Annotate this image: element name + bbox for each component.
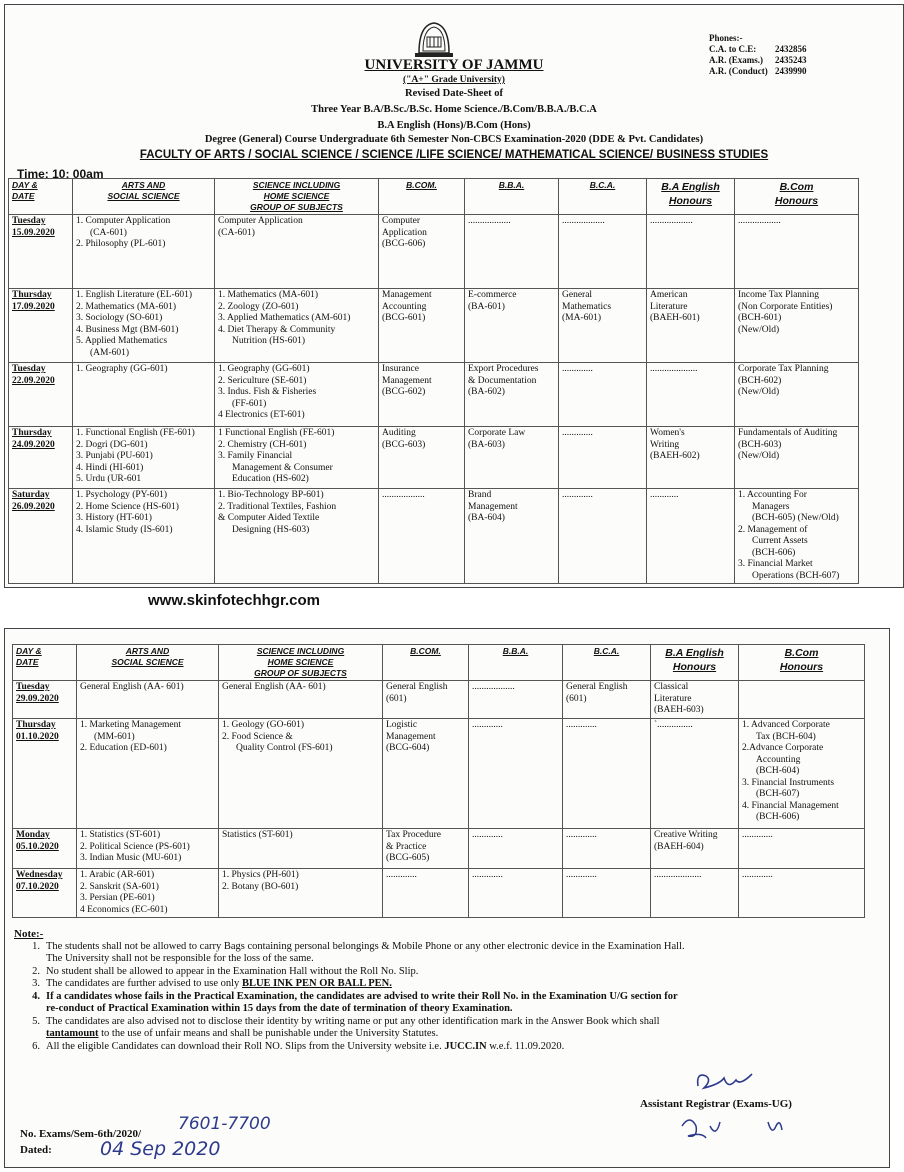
bba-cell: E-commerce (BA-601) [465,289,559,363]
bca-cell: ............. [563,869,651,918]
science-cell: 1. Bio-Technology BP-601) 2. Traditional Textiles, Fashion & Computer Aided Textile Designing (HS-603) [215,489,379,584]
ba-english-cell: Women's Writing (BAEH-602) [647,427,735,489]
col-date: DAY & DATE [13,645,77,681]
col-bca: B.C.A. [559,179,647,215]
bba-cell: .................. [469,681,563,719]
table-row [9,215,859,289]
faculty-line: FACULTY OF ARTS / SOCIAL SCIENCE / SCIENCE /LIFE SCIENCE/ MATHEMATICAL SCIENCE/ BUSINESS STUDIES [139,149,769,161]
date-sheet-table-1 [8,178,859,584]
science-cell: 1. Geography (GG-601) 2. Sericulture (SE-601) 3. Indus. Fish & Fisheries (FF-601) 4 Electronics (ET-601) [215,363,379,427]
col-bba: B.B.A. [465,179,559,215]
col-arts: ARTS AND SOCIAL SCIENCE [77,645,219,681]
bcom-cell: ............. [383,869,469,918]
table-row [13,869,865,918]
bcom-cell: .................. [379,489,465,584]
science-cell: 1. Mathematics (MA-601) 2. Zoology (ZO-601) 3. Applied Mathematics (AM-601) 4. Diet Therapy & Community Nutrition (HS-601) [215,289,379,363]
col-ba-english-honours: B.A English Honours [647,179,735,215]
bca-cell: ............. [559,489,647,584]
university-grade: ("A+" Grade University) [403,75,505,85]
exam-time: Time: 10: 00am [17,167,104,181]
bcom-cell: Computer Application (BCG-606) [379,215,465,289]
date-cell: Monday 05.10.2020 [13,829,77,869]
notes-heading: Note:- [14,928,44,940]
phone-row: A.R. (Exams.) 2435243 [709,55,807,65]
date-cell: Saturday 26.09.2020 [9,489,73,584]
note-item: 2. No student shall be allowed to appear in the Examination Hall without the Roll No. Slip. [32,965,419,977]
bcom-cell: Logistic Management (BCG-604) [383,719,469,829]
arts-cell: 1. Computer Application (CA-601) 2. Philosophy (PL-601) [73,215,215,289]
science-cell: Computer Application (CA-601) [215,215,379,289]
table-header-row [13,645,865,681]
bca-cell: ............. [563,719,651,829]
ba-english-cell: .................. [647,215,735,289]
university-emblem-icon [411,19,457,59]
bcom-cell: Management Accounting (BCG-601) [379,289,465,363]
reference-number: No. Exams/Sem-6th/2020/ [20,1128,141,1140]
date-cell: Wednesday 07.10.2020 [13,869,77,918]
university-name: UNIVERSITY OF JAMMU [364,57,544,73]
arts-cell: 1. Marketing Management (MM-601) 2. Education (ED-601) [77,719,219,829]
ba-english-cell: Classical Literature (BAEH-603) [651,681,739,719]
dated-label: Dated: [20,1144,52,1156]
bcom-honours-cell: Fundamentals of Auditing (BCH-603) (New/Old) [735,427,859,489]
table-row [9,489,859,584]
ba-english-cell: .................... [647,363,735,427]
table-row [9,363,859,427]
col-bcom: B.COM. [383,645,469,681]
note-item: 6. All the eligible Candidates can download their Roll NO. Slips from the University website i.e. JUCC.IN w.e.f. 11.09.2020. [32,1040,565,1052]
ba-english-cell: .................... [651,869,739,918]
bcom-honours-cell: ............. [739,829,865,869]
bca-cell: ............. [559,427,647,489]
science-cell: General English (AA- 601) [219,681,383,719]
col-bca: B.C.A. [563,645,651,681]
date-cell: Thursday 01.10.2020 [13,719,77,829]
arts-cell: 1. Arabic (AR-601) 2. Sanskrit (SA-601) 3. Persian (PE-601) 4 Economics (EC-601) [77,869,219,918]
notes-section [14,928,880,1053]
bba-cell: Export Procedures & Documentation (BA-602) [465,363,559,427]
note-item: 4. If a candidates whose fails in the Practical Examination, the candidates are advised to write their Roll No. in the Examination U/G section for re-conduct of Practical Examination within 15 days from the date of termination of theory Examination. [32,990,678,1014]
table-row [13,829,865,869]
website-watermark: www.skinfotechhgr.com [148,592,320,609]
bca-cell: .................. [559,215,647,289]
col-bcom-honours: B.Com Honours [735,179,859,215]
signature-mark [690,1066,770,1096]
bcom-honours-cell: Income Tax Planning (Non Corporate Entities) (BCH-601) (New/Old) [735,289,859,363]
programs-line: Three Year B.A/B.Sc./B.Sc. Home Science./B.Com/B.B.A./B.C.A [311,104,597,115]
arts-cell: 1. English Literature (EL-601) 2. Mathematics (MA-601) 3. Sociology (SO-601) 4. Business Mgt (BM-601) 5. Applied Mathematics (AM-601) [73,289,215,363]
table-row [13,719,865,829]
bcom-honours-cell: 1. Advanced Corporate Tax (BCH-604) 2.Advance Corporate Accounting (BCH-604) 3. Financial Instruments (BCH-607) 4. Financial Management (BCH-606) [739,719,865,829]
bca-cell: General English (601) [563,681,651,719]
note-item: 1. The students shall not be allowed to carry Bags containing personal belongings & Mobile Phone or any other electronic device in the Examination Hall. The University shall not be responsible for the loss of the same. [32,940,685,964]
bcom-cell: Insurance Management (BCG-602) [379,363,465,427]
note-item: 3. The candidates are further advised to use only BLUE INK PEN OR BALL PEN. [32,978,392,989]
assistant-registrar-label: Assistant Registrar (Exams-UG) [640,1098,792,1110]
col-bcom-honours: B.Com Honours [739,645,865,681]
table-row [9,289,859,363]
phone-row: A.R. (Conduct) 2439990 [709,66,807,76]
reference-handwritten: 7601-7700 [178,1114,271,1134]
bcom-cell: General English (601) [383,681,469,719]
date-sheet-table-2 [12,644,865,918]
col-science: SCIENCE INCLUDING HOME SCIENCE GROUP OF SUBJECTS [219,645,383,681]
arts-cell: 1. Functional English (FE-601) 2. Dogri (DG-601) 3. Punjabi (PU-601) 4. Hindi (HI-601) 5. Urdu (UR-601 [73,427,215,489]
col-bba: B.B.A. [469,645,563,681]
science-cell: 1 Functional English (FE-601) 2. Chemistry (CH-601) 3. Family Financial Management & Consumer Education (HS-602) [215,427,379,489]
arts-cell: 1. Geography (GG-601) [73,363,215,427]
table-header-row [9,179,859,215]
bcom-honours-cell: ............. [739,869,865,918]
bcom-honours-cell [739,681,865,719]
degree-line: Degree (General) Course Undergraduate 6th Semester Non-CBCS Examination-2020 (DDE & Pvt. Candidates) [204,134,704,145]
col-ba-english-honours: B.A English Honours [651,645,739,681]
bcom-honours-cell: .................. [735,215,859,289]
honours-line: B.A English (Hons)/B.Com (Hons) [377,120,531,131]
ba-english-cell: Creative Writing (BAEH-604) [651,829,739,869]
ba-english-cell: `............... [651,719,739,829]
date-cell: Tuesday 22.09.2020 [9,363,73,427]
date-cell: Thursday 17.09.2020 [9,289,73,363]
note-item: 5. The candidates are also advised not to disclose their identity by writing name or put any other identification mark in the Answer Book which shall tantamount to the use of unfair means and shall be punishable under the University Statutes. [32,1015,660,1039]
date-cell: Thursday 24.09.2020 [9,427,73,489]
bba-cell: Brand Management (BA-604) [465,489,559,584]
date-cell: Tuesday 15.09.2020 [9,215,73,289]
science-cell: 1. Geology (GO-601) 2. Food Science & Quality Control (FS-601) [219,719,383,829]
ba-english-cell: American Literature (BAEH-601) [647,289,735,363]
bba-cell: .................. [465,215,559,289]
document-heading: Revised Date-Sheet of [405,88,503,99]
col-date: DAY & DATE [9,179,73,215]
science-cell: 1. Physics (PH-601) 2. Botany (BO-601) [219,869,383,918]
table-row [13,681,865,719]
bca-cell: ............. [559,363,647,427]
bba-cell: ............. [469,869,563,918]
col-science: SCIENCE INCLUDING HOME SCIENCE GROUP OF SUBJECTS [215,179,379,215]
phones-title: Phones:- [709,33,743,43]
bba-cell: ............. [469,719,563,829]
bcom-cell: Auditing (BCG-603) [379,427,465,489]
arts-cell: 1. Statistics (ST-601) 2. Political Science (PS-601) 3. Indian Music (MU-601) [77,829,219,869]
arts-cell: 1. Psychology (PY-601) 2. Home Science (HS-601) 3. History (HT-601) 4. Islamic Study (IS-601) [73,489,215,584]
table-row [9,427,859,489]
science-cell: Statistics (ST-601) [219,829,383,869]
bba-cell: ............. [469,829,563,869]
dated-handwritten: 04 Sep 2020 [100,1138,221,1160]
bcom-cell: Tax Procedure & Practice (BCG-605) [383,829,469,869]
ba-english-cell: ............ [647,489,735,584]
bca-cell: ............. [563,829,651,869]
date-cell: Tuesday 29.09.2020 [13,681,77,719]
bcom-honours-cell: 1. Accounting For Managers (BCH-605) (New/Old) 2. Management of Current Assets (BCH-606) 3. Financial Market Operations (BCH-607) [735,489,859,584]
initials-mark [676,1112,786,1146]
bba-cell: Corporate Law (BA-603) [465,427,559,489]
phone-row: C.A. to C.E: 2432856 [709,44,807,54]
arts-cell: General English (AA- 601) [77,681,219,719]
bca-cell: General Mathematics (MA-601) [559,289,647,363]
col-bcom: B.COM. [379,179,465,215]
col-arts: ARTS AND SOCIAL SCIENCE [73,179,215,215]
bcom-honours-cell: Corporate Tax Planning (BCH-602) (New/Old) [735,363,859,427]
